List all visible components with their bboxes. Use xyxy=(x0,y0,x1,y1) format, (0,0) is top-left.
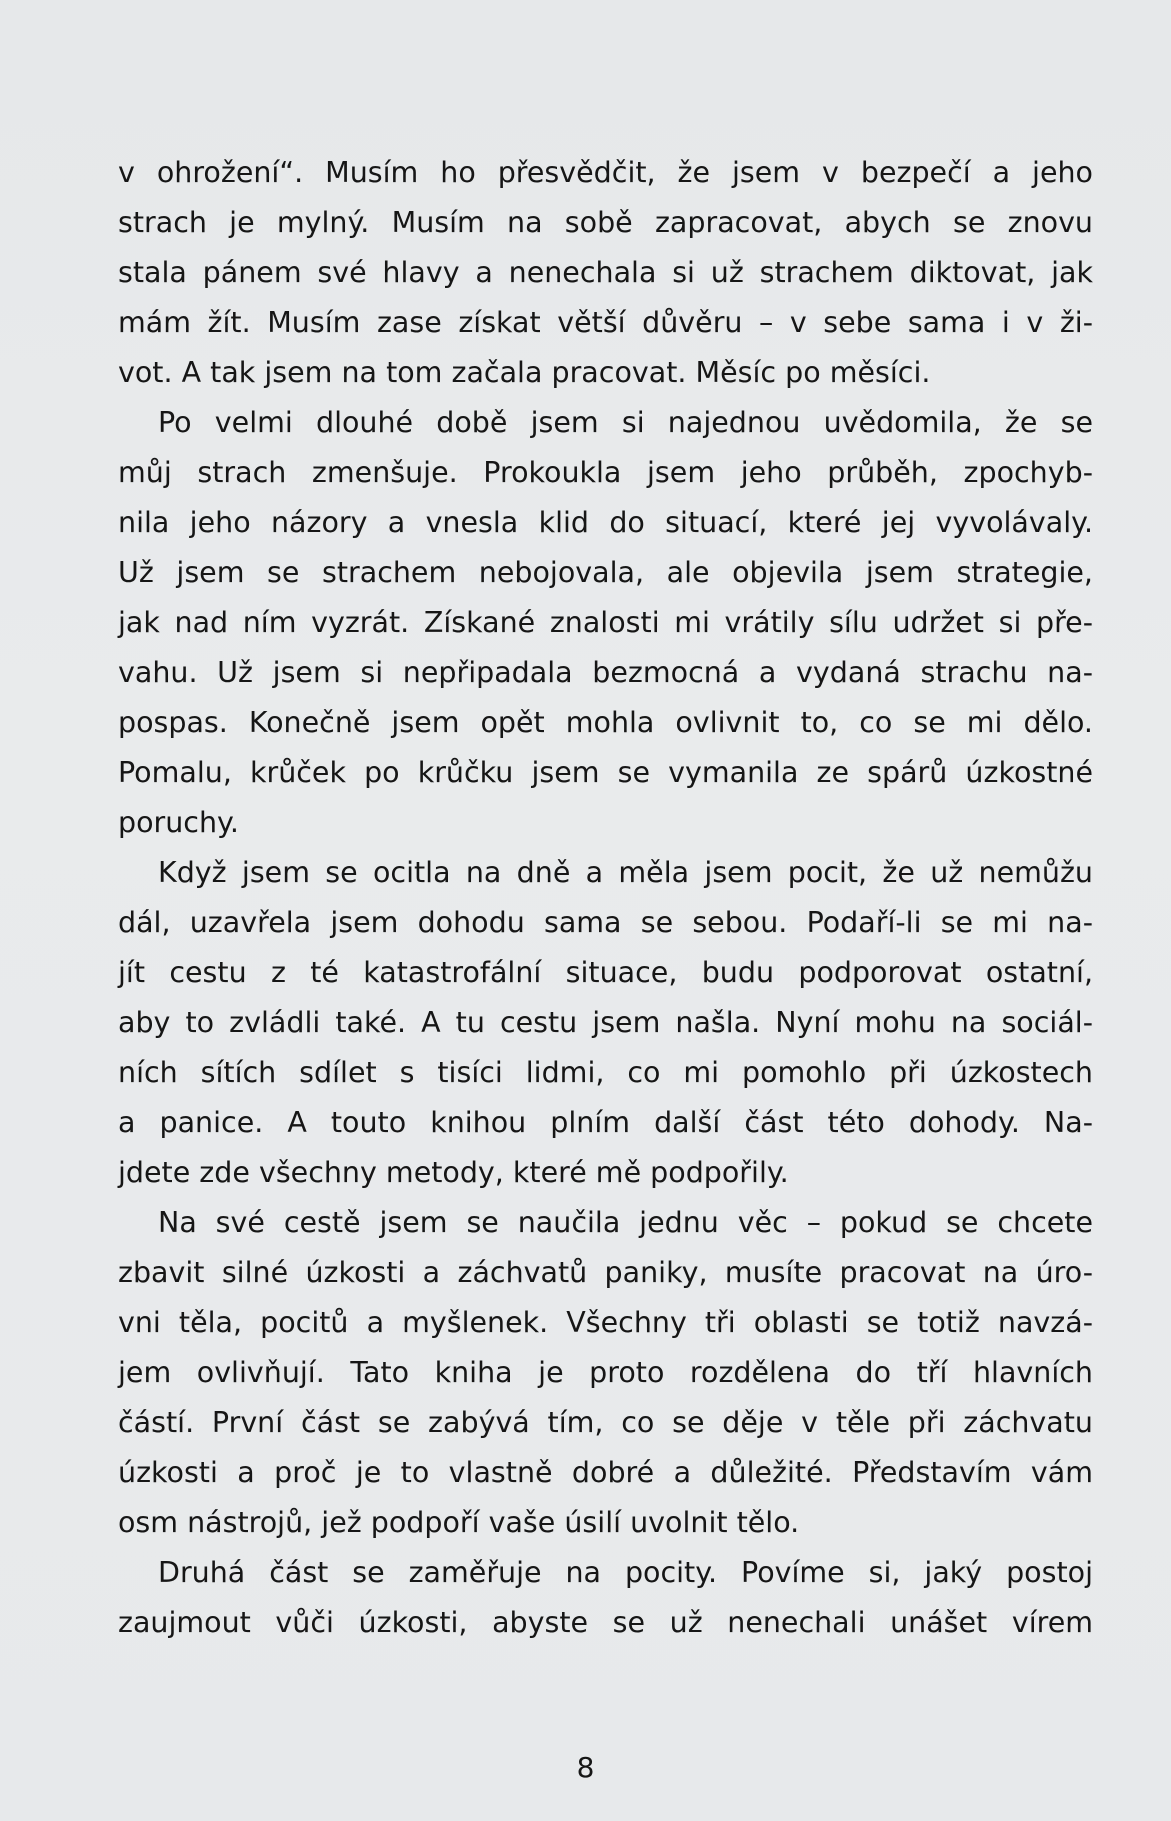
text-line: vot. A tak jsem na tom začala pracovat. Měsíc po měsíci. xyxy=(118,356,931,389)
text-line: jdete zde všechny metody, které mě podpořily. xyxy=(118,1156,789,1189)
text-line: nila jeho názory a vnesla klid do situací, které jej vyvolávaly. xyxy=(118,506,1093,539)
body-text xyxy=(118,148,1093,1648)
text-line: zaujmout vůči úzkosti, abyste se už nenechali unášet vírem xyxy=(118,1606,1093,1639)
text-line: pospas. Konečně jsem opět mohla ovlivnit to, co se mi dělo. xyxy=(118,706,1093,739)
text-line: aby to zvládli také. A tu cestu jsem našla. Nyní mohu na sociál- xyxy=(118,1006,1093,1039)
page-number: 8 xyxy=(576,1751,595,1784)
text-line: Už jsem se strachem nebojovala, ale objevila jsem strategie, xyxy=(118,556,1093,589)
text-line: ních sítích sdílet s tisíci lidmi, co mi pomohlo při úzkostech xyxy=(118,1056,1093,1089)
text-line: můj strach zmenšuje. Prokoukla jsem jeho průběh, zpochyb- xyxy=(118,456,1093,489)
paragraph-first-line: Na své cestě jsem se naučila jednu věc – pokud se chcete xyxy=(158,1206,1093,1239)
text-line: zbavit silné úzkosti a záchvatů paniky, musíte pracovat na úro- xyxy=(118,1256,1093,1289)
paragraph-first-line: Druhá část se zaměřuje na pocity. Povíme si, jaký postoj xyxy=(158,1556,1093,1589)
text-line: v ohrožení“. Musím ho přesvědčit, že jsem v bezpečí a jeho xyxy=(118,156,1093,189)
paragraph-first-line: Když jsem se ocitla na dně a měla jsem pocit, že už nemůžu xyxy=(158,856,1093,889)
text-line: strach je mylný. Musím na sobě zapracovat, abych se znovu xyxy=(118,206,1093,239)
text-line: jem ovlivňují. Tato kniha je proto rozdělena do tří hlavních xyxy=(118,1356,1093,1389)
text-line: vni těla, pocitů a myšlenek. Všechny tři oblasti se totiž navzá- xyxy=(118,1306,1093,1339)
text-line: Pomalu, krůček po krůčku jsem se vymanila ze spárů úzkostné xyxy=(118,756,1093,789)
text-line: mám žít. Musím zase získat větší důvěru – v sebe sama i v ži- xyxy=(118,306,1093,339)
text-line: jak nad ním vyzrát. Získané znalosti mi vrátily sílu udržet si pře- xyxy=(118,606,1093,639)
text-line: dál, uzavřela jsem dohodu sama se sebou. Podaří-li se mi na- xyxy=(118,906,1093,939)
text-line: jít cestu z té katastrofální situace, budu podporovat ostatní, xyxy=(118,956,1093,989)
text-line: poruchy. xyxy=(118,806,239,839)
text-line: a panice. A touto knihou plním další část této dohody. Na- xyxy=(118,1106,1093,1139)
text-line: částí. První část se zabývá tím, co se děje v těle při záchvatu xyxy=(118,1406,1093,1439)
paragraph-first-line: Po velmi dlouhé době jsem si najednou uvědomila, že se xyxy=(158,406,1093,439)
text-line: stala pánem své hlavy a nenechala si už strachem diktovat, jak xyxy=(118,256,1093,289)
text-line: vahu. Už jsem si nepřipadala bezmocná a vydaná strachu na- xyxy=(118,656,1093,689)
text-line: osm nástrojů, jež podpoří vaše úsilí uvolnit tělo. xyxy=(118,1506,800,1539)
text-line: úzkosti a proč je to vlastně dobré a důležité. Představím vám xyxy=(118,1456,1093,1489)
